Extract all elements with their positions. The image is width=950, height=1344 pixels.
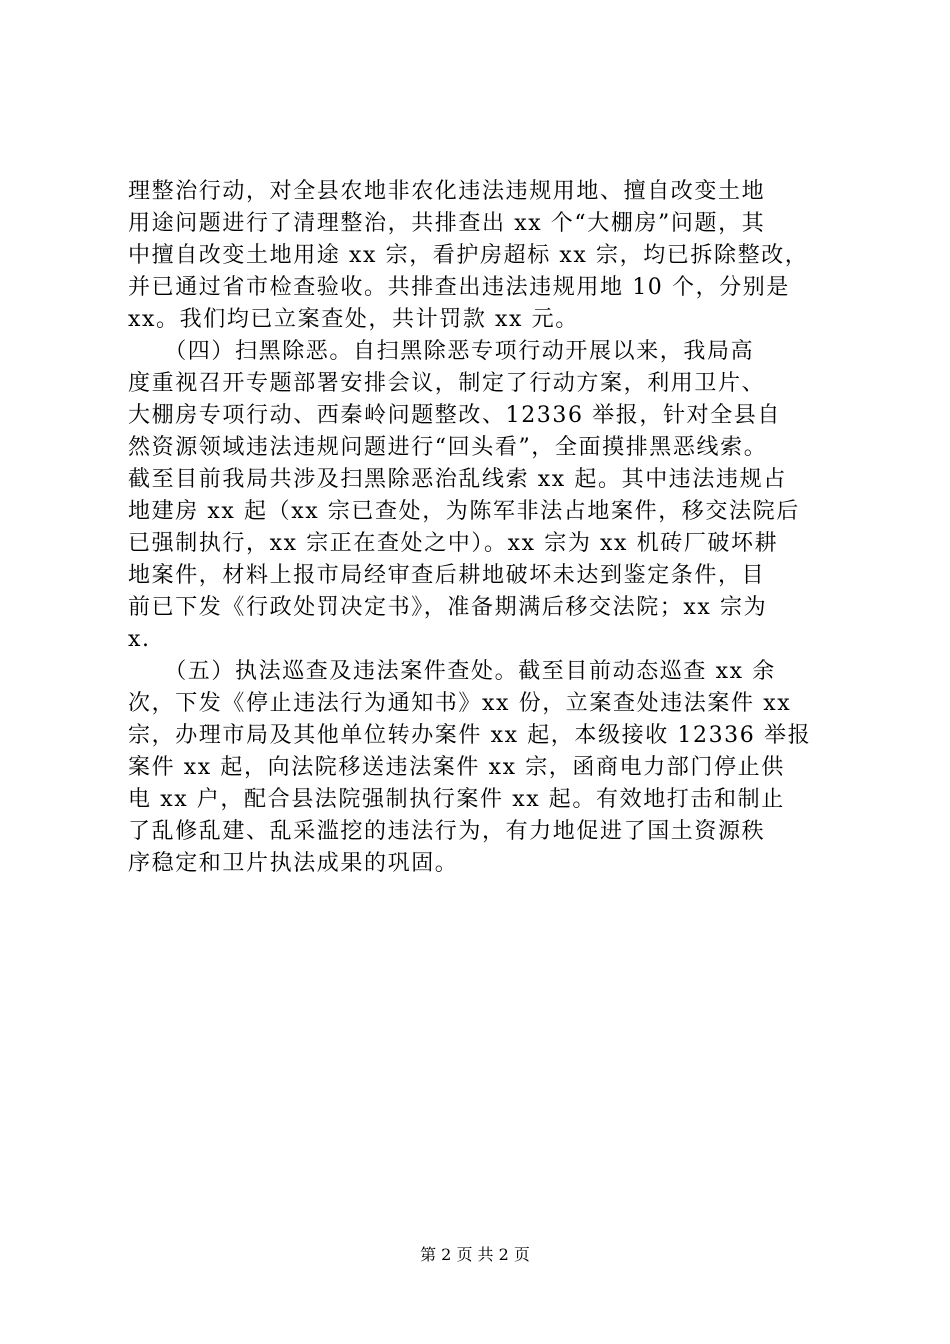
text-line: xx。我们均已立案查处，共计罚款 xx 元。 xyxy=(128,307,579,332)
text-line: 用途问题进行了清理整治，共排查出 xx 个“大棚房”问题，其 xyxy=(128,211,766,236)
section-four-heading-line: （四）扫黑除恶。自扫黑除恶专项行动开展以来，我局高 xyxy=(128,339,755,364)
text-line: 中擅自改变土地用途 xx 宗，看护房超标 xx 宗，均已拆除整改， xyxy=(128,243,809,268)
section-five-heading-line: （五）执法巡查及违法案件查处。截至目前动态巡查 xx 余 xyxy=(128,659,776,684)
text-line: 已强制执行，xx 宗正在查处之中）。xx 宗为 xx 机砖厂破坏耕 xyxy=(128,531,779,556)
page-footer xyxy=(0,1245,950,1265)
text-line: 序稳定和卫片执法成果的巩固。 xyxy=(128,851,459,876)
text-line: 大棚房专项行动、西秦岭问题整改、12336 举报，针对全县自 xyxy=(128,403,781,428)
text-line: 理整治行动，对全县农地非农化违法违规用地、擅自改变土地 xyxy=(128,179,766,204)
text-line: 地建房 xx 起（xx 宗已查处，为陈军非法占地案件，移交法院后 xyxy=(128,499,800,524)
page-number: 第 2 页 共 2 页 xyxy=(420,1245,530,1264)
text-line: 地案件，材料上报市局经审查后耕地破坏未达到鉴定条件，目 xyxy=(128,563,766,588)
text-line: 前已下发《行政处罚决定书》，准备期满后移交法院；xx 宗为 xyxy=(128,595,768,620)
text-line: 度重视召开专题部署安排会议，制定了行动方案，利用卫片、 xyxy=(128,371,766,396)
text-line: 宗，办理市局及其他单位转办案件 xx 起，本级接收 12336 举报 xyxy=(128,723,812,748)
text-line: 了乱修乱建、乱采滥挖的违法行为，有力地促进了国土资源秩 xyxy=(128,819,766,844)
text-line: 次，下发《停止违法行为通知书》xx 份，立案查处违法案件 xx xyxy=(128,691,792,716)
text-line: x. xyxy=(128,627,151,652)
text-line: 并已通过省市检查验收。共排查出违法违规用地 10 个，分别是 xyxy=(128,275,790,300)
text-line: 案件 xx 起，向法院移送违法案件 xx 宗，函商电力部门停止供 xyxy=(128,755,785,780)
text-line: 截至目前我局共涉及扫黑除恶治乱线索 xx 起。其中违法违规占 xyxy=(128,467,787,492)
text-line: 电 xx 户，配合县法院强制执行案件 xx 起。有效地打击和制止 xyxy=(128,787,785,812)
document-body xyxy=(128,176,838,880)
text-line: 然资源领域违法违规问题进行“回头看”，全面摸排黑恶线索。 xyxy=(128,435,768,460)
